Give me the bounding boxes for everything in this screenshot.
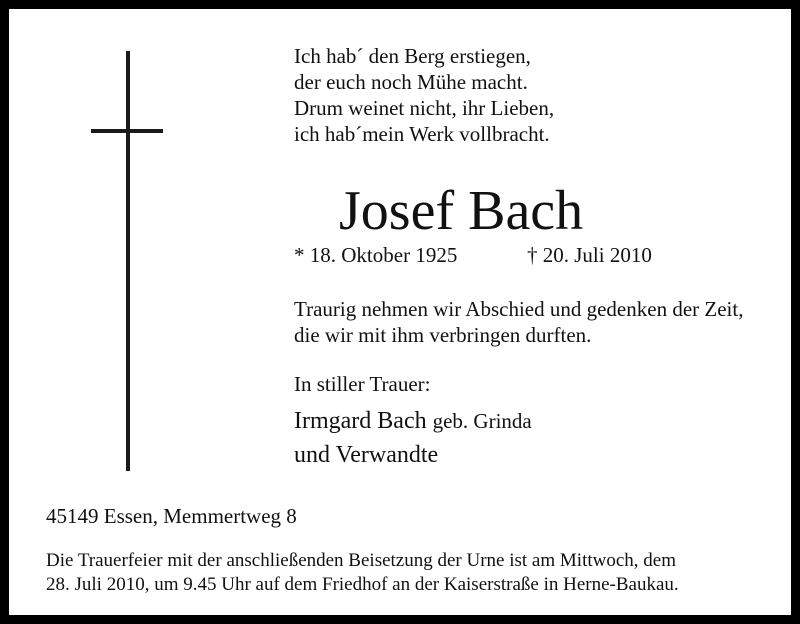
ceremony-line: Die Trauerfeier mit der anschließenden Beisetzung der Urne ist am Mittwoch, dem — [46, 550, 676, 571]
poem-line: der euch noch Mühe macht. — [294, 70, 528, 94]
poem-line: Drum weinet nicht, ihr Lieben, — [294, 96, 555, 120]
ceremony-details — [46, 549, 679, 597]
mourner-maiden-name: geb. Grinda — [432, 409, 532, 433]
message-line: Traurig nehmen wir Abschied und gedenken der Zeit, — [294, 297, 744, 321]
poem-line: ich hab´mein Werk vollbracht. — [294, 122, 550, 146]
address: 45149 Essen, Memmertweg 8 — [46, 504, 297, 528]
cross-vertical-bar — [126, 51, 130, 471]
farewell-message — [294, 296, 743, 348]
message-line: die wir mit ihm verbringen durften. — [294, 323, 592, 347]
mourning-intro: In stiller Trauer: — [294, 372, 431, 396]
birth-date: * 18. Oktober 1925 — [294, 243, 458, 267]
relatives: und Verwandte — [294, 442, 439, 468]
mourner-name: Irmgard Bach — [294, 408, 427, 434]
poem-line: Ich hab´ den Berg erstiegen, — [294, 44, 531, 68]
cross-horizontal-bar — [91, 129, 163, 133]
deceased-name: Josef Bach — [339, 180, 584, 242]
death-date: † 20. Juli 2010 — [527, 243, 652, 267]
mourner — [294, 406, 532, 436]
poem — [294, 43, 554, 147]
ceremony-line: 28. Juli 2010, um 9.45 Uhr auf dem Friedhof an der Kaiserstraße in Herne-Baukau. — [46, 574, 679, 595]
